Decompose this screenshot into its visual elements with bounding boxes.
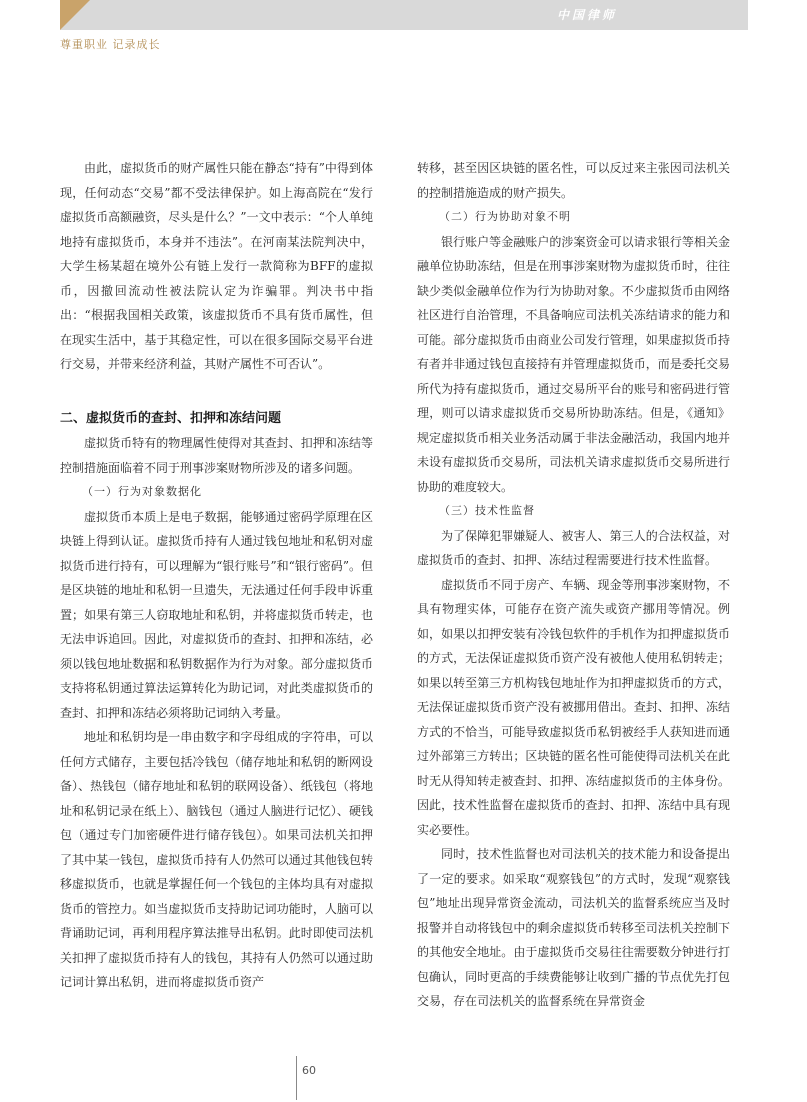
page-number: 60 xyxy=(302,1064,316,1077)
paragraph: 同时，技术性监督也对司法机关的技术能力和设备提出了一定的要求。如采取“观察钱包”的方式时，发现“观察钱包”地址出现异常资金流动，司法机关的监督系统应当及时报警并自动将钱包中的剩余虚拟货币转移至司法机关控制下的其他安全地址。由于虚拟货币交易往往需要数分钟进行打包确认，同时更高的手续费能够让收到广播的节点优先打包交易，存在司法机关的监督系统在异常资金 xyxy=(417,847,730,1008)
subsection-heading: （一）行为对象数据化 xyxy=(82,485,202,498)
section-gap xyxy=(60,377,373,407)
section-heading: 二、虚拟货币的查封、扣押和冻结问题 xyxy=(60,410,282,426)
paragraph: 虚拟货币特有的物理属性使得对其查封、扣押和冻结等控制措施面临着不同于刑事涉案财物所涉及的诸多问题。 xyxy=(60,436,373,475)
subsection-heading: （三）技术性监督 xyxy=(439,504,535,517)
footer-divider xyxy=(296,1056,297,1100)
left-column xyxy=(60,156,373,995)
paragraph: 地址和私钥均是一串由数字和字母组成的字符串，可以任何方式储存，主要包括冷钱包（储存地址和私钥的断网设备）、热钱包（储存地址和私钥的联网设备）、纸钱包（将地址和私钥记录在纸上）、脑钱包（通过人脑进行记忆）、硬钱包（通过专门加密硬件进行储存钱包）。如果司法机关扣押了其中某一钱包，虚拟货币持有人仍然可以通过其他钱包转移虚拟货币，也就是掌握任何一个钱包的主体均具有对虚拟货币的管控力。如当虚拟货币支持助记词功能时，人脑可以背诵助记词，再利用程序算法推导出私钥。此时即使司法机关扣押了虚拟货币持有人的钱包，其持有人仍然可以通过助记词计算出私钥，进而将虚拟货币资产 xyxy=(60,730,373,989)
paragraph: 虚拟货币本质上是电子数据，能够通过密码学原理在区块链上得到认证。虚拟货币持有人通过钱包地址和私钥对虚拟货币进行持有，可以理解为“银行账号”和“银行密码”。但是区块链的地址和私钥一旦遗失，无法通过任何手段申诉重置；如果有第三人窃取地址和私钥，并将虚拟货币转走，也无法申诉追回。因此，对虚拟货币的查封、扣押和冻结，必须以钱包地址数据和私钥数据作为行为对象。部分虚拟货币支持将私钥通过算法运算转化为助记词，对此类虚拟货币的查封、扣押和冻结必须将助记词纳入考量。 xyxy=(60,509,373,720)
magazine-slogan: 尊重职业 记录成长 xyxy=(60,38,161,51)
subsection-heading: （二）行为协助对象不明 xyxy=(439,210,571,223)
paragraph: 虚拟货币不同于房产、车辆、现金等刑事涉案财物，不具有物理实体，可能存在资产流失或资产挪用等情况。例如，如果以扣押安装有冷钱包软件的手机作为扣押虚拟货币的方式，无法保证虚拟货币资产没有被他人使用私钥转走；如果以转至第三方机构钱包地址作为扣押虚拟货币的方式，无法保证虚拟货币资产没有被挪用借出。查封、扣押、冻结方式的不恰当，可能导致虚拟货币私钥被经手人获知进而通过外部第三方转出；区块链的匿名性可能使得司法机关在此时无从得知转走被查封、扣押、冻结虚拟货币的主体身份。因此，技术性监督在虚拟货币的查封、扣押、冻结中具有现实必要性。 xyxy=(417,577,730,837)
header-corner-ornament xyxy=(60,0,90,30)
header-bar xyxy=(60,0,748,30)
paragraph: 由此，虚拟货币的财产属性只能在静态“持有”中得到体现，任何动态“交易”都不受法律保护。如上海高院在“发行虚拟货币高额融资，尽头是什么？”一文中表示：“个人单纯地持有虚拟货币，本身并不违法”。在河南某法院判决中，大学生杨某超在境外公有链上发行一款简称为BFF的虚拟币，因撤回流动性被法院认定为诈骗罪。判决书中指出：“根据我国相关政策，该虚拟货币不具有货币属性，但在现实生活中，基于其稳定性，可以在很多国际交易平台进行交易，并带来经济利益，其财产属性不可否认”。 xyxy=(60,161,373,371)
right-column xyxy=(417,156,730,1014)
magazine-logo: 中国律师 xyxy=(556,8,617,22)
paragraph: 为了保障犯罪嫌疑人、被害人、第三人的合法权益，对虚拟货币的查封、扣押、冻结过程需要进行技术性监督。 xyxy=(417,528,730,567)
paragraph: 银行账户等金融账户的涉案资金可以请求银行等相关金融单位协助冻结，但是在刑事涉案财物为虚拟货币时，往往缺少类似金融单位作为行为协助对象。不少虚拟货币由网络社区进行自治管理，不具备响应司法机关冻结请求的能力和可能。部分虚拟货币由商业公司发行管理，如果虚拟货币持有者并非通过钱包直接持有并管理虚拟货币，而是委托交易所代为持有虚拟货币，通过交易所平台的账号和密码进行管理，则可以请求虚拟货币交易所协助冻结。但是，《通知》规定虚拟货币相关业务活动属于非法金融活动，我国内地并未设有虚拟货币交易所，司法机关请求虚拟货币交易所进行协助的难度较大。 xyxy=(417,234,730,494)
paragraph-continued: 转移，甚至因区块链的匿名性，可以反过来主张因司法机关的控制措施造成的财产损失。 xyxy=(417,161,730,200)
